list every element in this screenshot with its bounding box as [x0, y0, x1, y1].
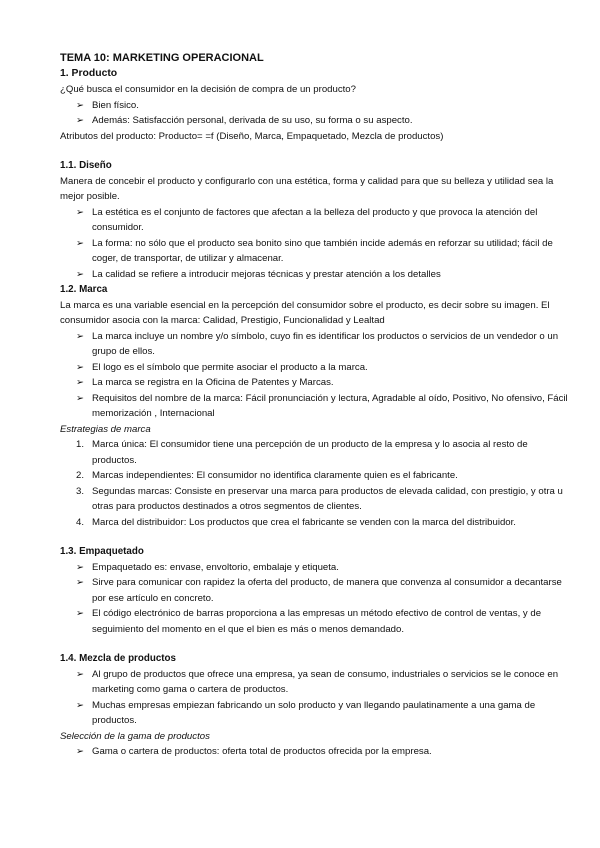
arrow-bullet-icon: ➢	[76, 330, 84, 342]
list-item: ➢ La forma: no sólo que el producto sea bonito sino que también incide además en reforzar su utilidad; fácil de coger, de transportar, de utilizar y almacenar.	[76, 237, 553, 264]
section-producto-heading: 1. Producto	[60, 68, 118, 79]
arrow-bullet-icon: ➢	[76, 268, 84, 280]
document-title: TEMA 10: MARKETING OPERACIONAL	[60, 52, 264, 64]
arrow-bullet-icon: ➢	[76, 561, 84, 573]
arrow-bullet-icon: ➢	[76, 237, 84, 249]
list-item: ➢ Requisitos del nombre de la marca: Fácil pronunciación y lectura, Agradable al oído, Positivo, No ofensivo, Fácil memorización , Internacional	[76, 392, 568, 419]
list-item: ➢ Gama o cartera de productos: oferta total de productos ofrecida por la empresa.	[60, 744, 570, 760]
mezcla-bullets	[60, 667, 570, 729]
list-item: ➢ Además: Satisfacción personal, derivada de su uso, su forma o su aspecto.	[60, 113, 570, 129]
arrow-bullet-icon: ➢	[76, 668, 84, 680]
producto-bullets	[60, 98, 570, 129]
diseno-intro: Manera de concebir el producto y configurarlo con una estética, forma y calidad para que su belleza y utilidad sea la mejor posible.	[60, 175, 554, 202]
list-item: ➢ La estética es el conjunto de factores que afectan a la belleza del producto y que provoca la atención del consumidor.	[76, 206, 538, 233]
list-item: 1. Marca única: El consumidor tiene una percepción de un producto de la empresa y lo asocia al resto de productos.	[76, 439, 528, 466]
section-mezcla-heading: 1.4. Mezcla de productos	[60, 653, 176, 664]
arrow-bullet-icon: ➢	[76, 361, 84, 373]
arrow-bullet-icon: ➢	[76, 206, 84, 218]
list-item: ➢ Al grupo de productos que ofrece una empresa, ya sean de consumo, industriales o servicios se le conoce en marketing como gama o cartera de productos.	[76, 668, 559, 695]
arrow-bullet-icon: ➢	[76, 608, 84, 619]
seleccion-gama-bullets	[60, 744, 570, 760]
arrow-bullet-icon: ➢	[76, 392, 84, 404]
list-item: ➢ Muchas empresas empiezan fabricando un solo producto y van llegando paulatinamente a una gama de productos.	[76, 699, 536, 726]
section-empaquetado-heading: 1.3. Empaquetado	[60, 546, 144, 557]
arrow-bullet-icon: ➢	[76, 99, 84, 111]
arrow-bullet-icon: ➢	[76, 377, 84, 388]
list-item: ➢ La marca incluye un nombre y/o símbolo, cuyo fin es identificar los productos o servicios de un vendedor o un grupo de ellos.	[76, 330, 559, 357]
estrategias-list	[60, 437, 570, 530]
list-item: ➢ El código electrónico de barras proporciona a las empresas un método efectivo de control de ventas, y de seguimiento del momento en el que el bien es más o menos demandado.	[76, 608, 542, 635]
marca-intro: La marca es una variable esencial en la percepción del consumidor sobre el producto, es decir sobre su imagen. El consumidor asocia con la marca: Calidad, Prestigio, Funcionalidad y Lealtad	[60, 299, 550, 326]
arrow-bullet-icon: ➢	[76, 577, 84, 588]
arrow-bullet-icon: ➢	[76, 115, 84, 126]
empaquetado-bullets	[60, 560, 570, 638]
list-item: ➢ La marca se registra en la Oficina de Patentes y Marcas.	[60, 375, 570, 391]
list-item: 2. Marcas independientes: El consumidor no identifica claramente quien es el fabricante.	[76, 470, 458, 481]
seleccion-gama-label: Selección de la gama de productos	[60, 730, 210, 742]
list-item: 4. Marca del distribuidor: Los productos que crea el fabricante se venden con la marca del distribuidor.	[76, 516, 516, 528]
arrow-bullet-icon: ➢	[76, 746, 84, 757]
marca-bullets	[60, 329, 570, 422]
list-item: 3. Segundas marcas: Consiste en preservar una marca para productos de elevada calidad, con prestigio, y otra u otras para productos destinados a otros segmentos de clientes.	[76, 485, 563, 512]
producto-question: ¿Qué busca el consumidor en la decisión de compra de un producto?	[60, 84, 356, 95]
estrategias-label: Estrategias de marca	[60, 423, 151, 435]
section-diseno-heading: 1.1. Diseño	[60, 160, 112, 171]
list-item: ➢ El logo es el símbolo que permite asociar el producto a la marca.	[60, 360, 570, 376]
list-item: ➢ La calidad se refiere a introducir mejoras técnicas y prestar atención a los detalles	[60, 267, 570, 283]
producto-attributes: Atributos del producto: Producto= =f (Diseño, Marca, Empaquetado, Mezcla de productos)	[60, 130, 444, 142]
diseno-bullets	[60, 205, 570, 283]
section-marca-heading: 1.2. Marca	[60, 284, 108, 295]
list-item: ➢ Empaquetado es: envase, envoltorio, embalaje y etiqueta.	[60, 560, 570, 576]
list-item: ➢ Bien físico.	[60, 98, 570, 114]
list-item: ➢ Sirve para comunicar con rapidez la oferta del producto, de manera que convenza al consumidor a decantarse por ese artículo en concreto.	[76, 577, 562, 604]
arrow-bullet-icon: ➢	[76, 699, 84, 711]
